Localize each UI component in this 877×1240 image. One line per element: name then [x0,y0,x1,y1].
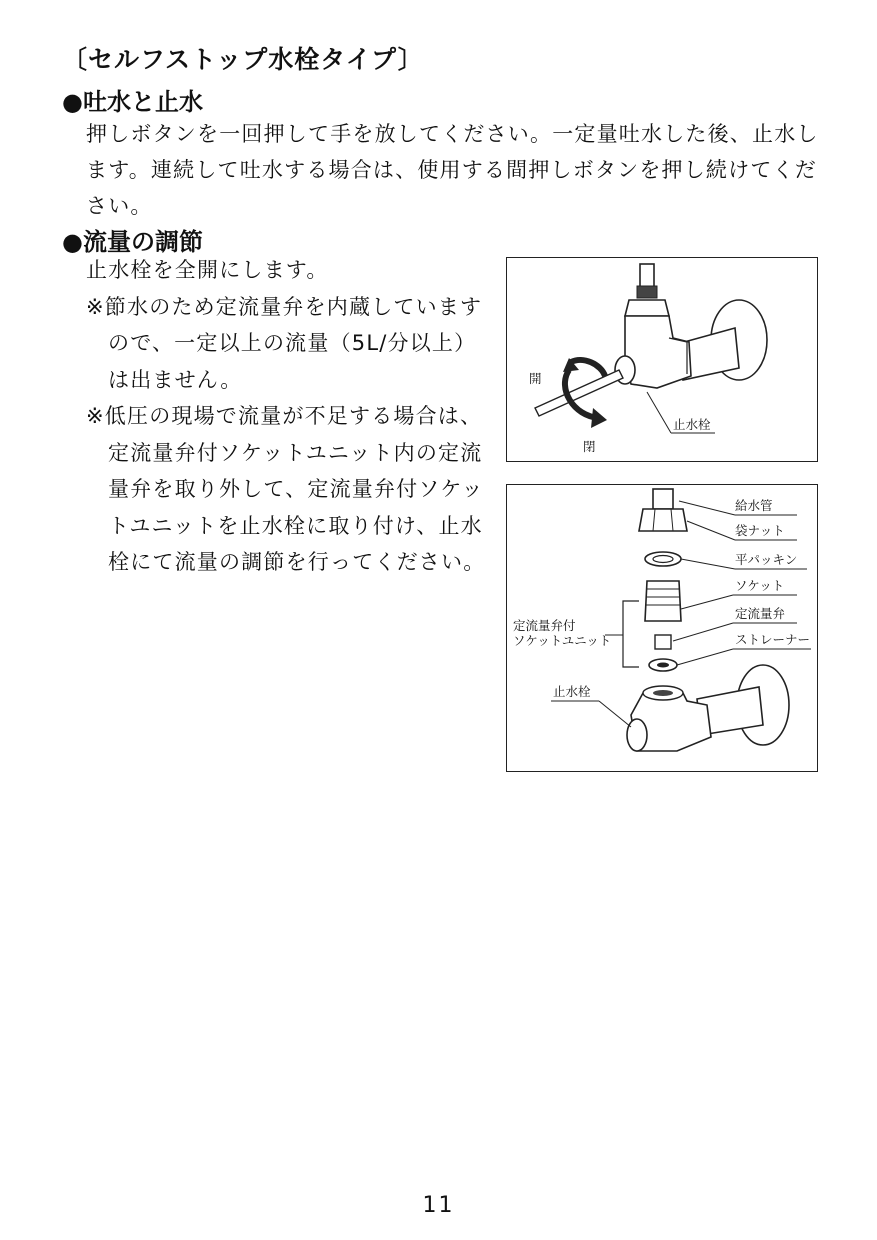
unit-label-line1: 定流量弁付 [513,618,576,633]
unit-label-line2: ソケットユニット [513,633,612,648]
figure-stop-valve-adjust [506,257,818,462]
open-valve-instruction: 止水栓を全開にします。 [86,258,329,282]
supply-pipe-label: 給水管 [735,498,773,513]
note-low-pressure: ※低圧の現場で流量が不足する場合は、定流量弁付ソケットユニット内の定流量弁を取り外して、定流量弁付ソケットユニットを止水栓に取り付け、止水栓にて流量の調節を行ってください。 [86,404,486,574]
flow-valve-label: 定流量弁 [735,606,786,621]
note-flow-valve: ※節水のため定流量弁を内蔵していますので、一定以上の流量（5L/分以上）は出ません。 [86,294,483,392]
section-heading-water-discharge: ●吐水と止水 [62,88,203,116]
page-number: 11 [422,1193,455,1218]
stop-valve-label: 止水栓 [673,417,711,432]
open-label: 開 [529,371,542,386]
cap-nut-label: 袋ナット [735,523,785,538]
section-body-water-discharge [86,116,826,224]
close-label: 閉 [583,439,596,454]
figure-socket-unit-exploded [506,484,818,772]
socket-label: ソケット [735,578,785,593]
strainer-label: ストレーナー [735,632,811,647]
flat-packing-label: 平パッキン [735,552,798,567]
page-title: 〔セルフストップ水栓タイプ〕 [62,45,424,74]
section-body-flow-adjust [86,252,491,581]
stop-valve-illustration [507,258,819,463]
section-heading-flow-adjust: ●流量の調節 [62,228,203,256]
discharge-instructions: 押しボタンを一回押して手を放してください。一定量吐水した後、止水します。連続して吐水する場合は、使用する間押しボタンを押し続けてください。 [86,122,819,218]
stop-valve-label-2: 止水栓 [553,684,591,699]
